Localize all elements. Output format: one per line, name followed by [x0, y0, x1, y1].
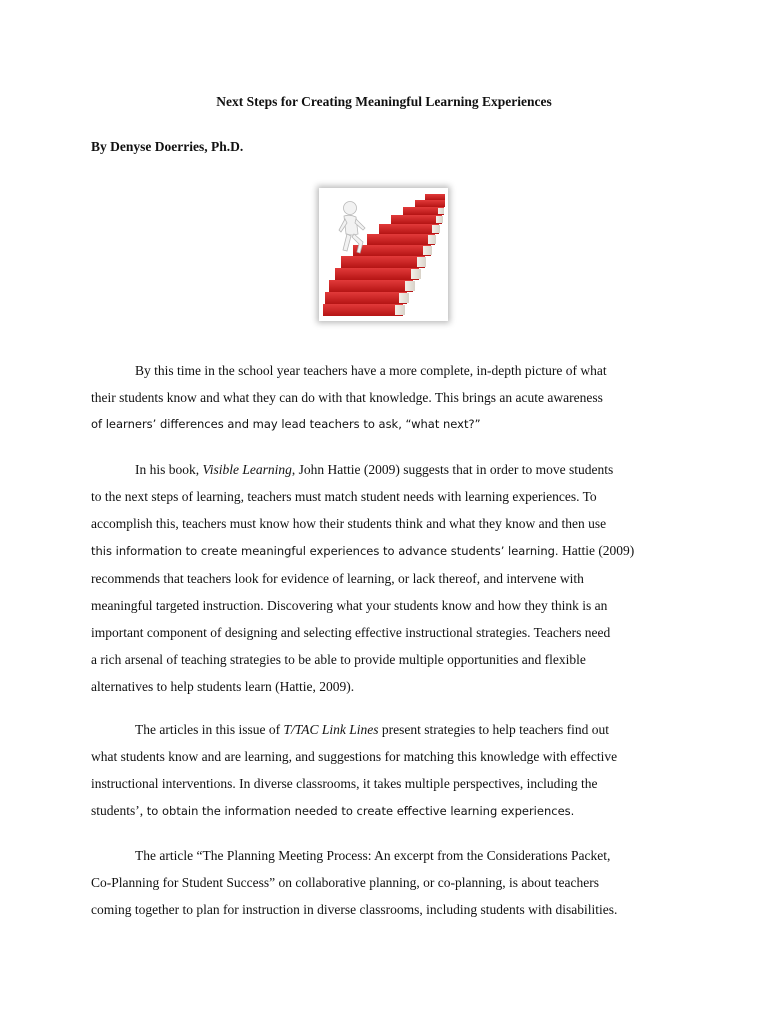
paragraph-line: a rich arsenal of teaching strategies to be able to provide multiple opportunities and flexible	[91, 652, 586, 667]
book-title-italic: Visible Learning	[202, 462, 292, 477]
paragraph-line	[91, 456, 691, 483]
publication-title-italic: T/TAC Link Lines	[283, 722, 379, 737]
staircase-of-books-figure-icon	[319, 188, 448, 321]
paragraph-line: what students know and are learning, and suggestions for matching this knowledge with effective	[91, 749, 618, 764]
text-run: this information to create meaningful experiences to advance students’ learning.	[91, 544, 559, 558]
paragraph-line: alternatives to help students learn (Hattie, 2009).	[91, 679, 355, 694]
paragraph-line: important component of designing and selecting effective instructional strategies. Teachers need	[91, 625, 611, 640]
paragraph-line: instructional interventions. In diverse classrooms, it takes multiple perspectives, including the	[91, 776, 598, 791]
paragraph-line: meaningful targeted instruction. Discovering what your students know and how they think is an	[91, 598, 608, 613]
author-byline: By Denyse Doerries, Ph.D.	[91, 139, 244, 154]
text-run: Hattie (2009)	[558, 543, 635, 558]
paragraph-line	[91, 537, 691, 565]
text-run: present strategies to help teachers find out	[378, 722, 610, 737]
paragraph-line: accomplish this, teachers must know how their students think and what they know and then use	[91, 516, 607, 531]
text-run: In his book,	[135, 462, 203, 477]
text-run: , John Hattie (2009) suggests that in order to move students	[291, 462, 614, 477]
paragraph-line: recommends that teachers look for evidence of learning, or lack thereof, and intervene with	[91, 571, 584, 586]
paragraph-line: to the next steps of learning, teachers must match student needs with learning experiences. To	[91, 489, 597, 504]
paragraph-4	[91, 842, 691, 923]
text-run: students’,	[91, 803, 144, 818]
paragraph-line: their students know and what they can do with that knowledge. This brings an acute awareness	[91, 390, 603, 405]
document-title: Next Steps for Creating Meaningful Learning Experiences	[216, 94, 552, 109]
paragraph-line: coming together to plan for instruction in diverse classrooms, including students with disabilities.	[91, 902, 618, 917]
paragraph-2	[91, 456, 691, 700]
paragraph-line: By this time in the school year teachers have a more complete, in-depth picture of what	[135, 363, 607, 378]
paragraph-3	[91, 716, 691, 825]
paragraph-line	[91, 716, 691, 743]
paragraph-line: of learners’ differences and may lead teachers to ask, “what next?”	[91, 417, 481, 431]
paragraph-line: Co-Planning for Student Success” on collaborative planning, or co-planning, is about teachers	[91, 875, 600, 890]
paragraph-line	[91, 797, 691, 825]
paragraph-line: The article “The Planning Meeting Process: An excerpt from the Considerations Packet,	[135, 848, 611, 863]
text-run: to obtain the information needed to create effective learning experiences.	[143, 804, 575, 818]
text-run: The articles in this issue of	[135, 722, 284, 737]
paragraph-1	[91, 357, 691, 438]
